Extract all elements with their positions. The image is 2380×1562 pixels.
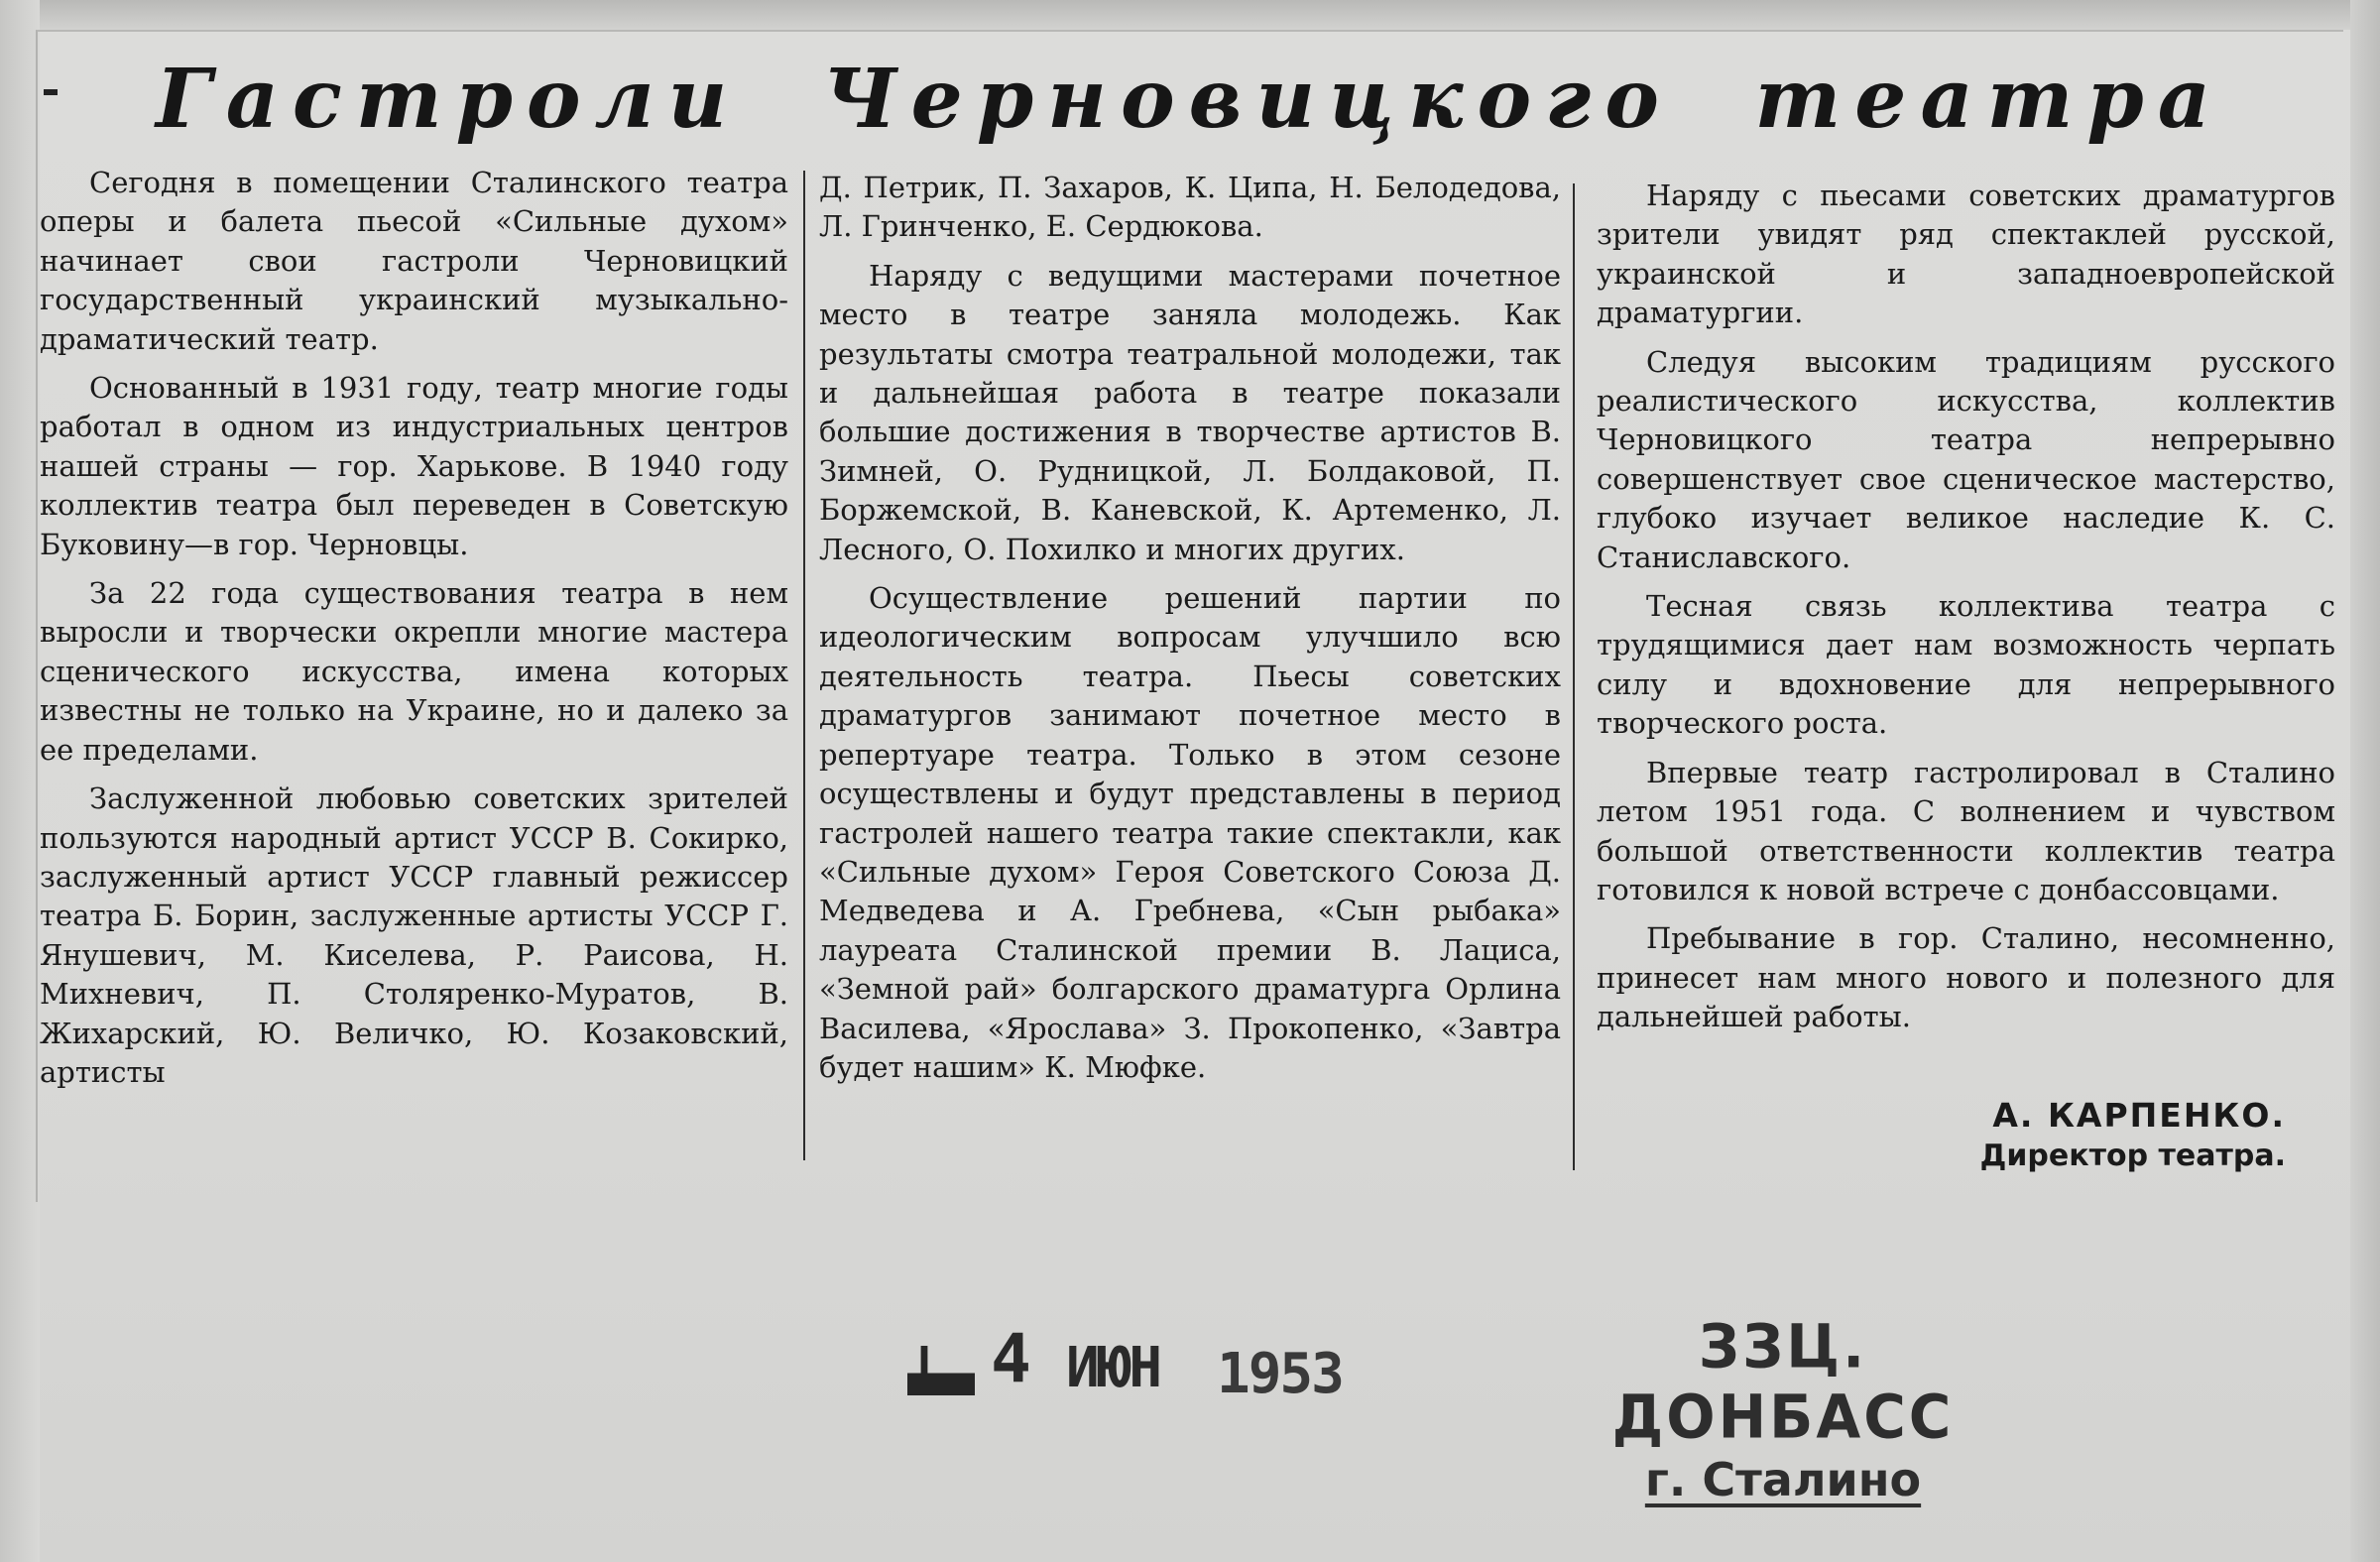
stamp-year: 1953 bbox=[1217, 1342, 1343, 1406]
author-signature bbox=[1980, 1096, 2286, 1173]
column-divider bbox=[1573, 183, 1575, 1170]
paragraph: Наряду с ведущими мастерами почетное место в театре заняла молодежь. Как результаты смотра театральной молодежи, так и дальнейшая работа в театре показали большие достижения в творчестве артистов В. Зимней, О. Рудницкой, Л. Болдаковой, П. Боржемской, В. Каневской, К. Артеменко, Л. Лесного, О. Похилко и многих других. bbox=[819, 258, 1561, 566]
paragraph: Следуя высоким традициям русского реалистического искусства, коллектив Черновицкого театра непрерывно совершенствует свое сценическое мастерство, глубоко изучает великое наследие К. С. Станиславского. bbox=[1597, 344, 2335, 574]
paragraph: Тесная связь коллектива театра с трудящимися дает нам возможность черпать силу и вдохновение для непрерывного творческого роста. bbox=[1597, 589, 2335, 741]
article-column-3 bbox=[1597, 177, 2335, 1047]
paragraph: Основанный в 1931 году, театр многие годы работал в одном из индустриальных центров нашей страны — гор. Харькове. В 1940 году коллектив театра был переведен в Советскую Буковину—в гор. Черновцы. bbox=[40, 371, 788, 561]
column-divider bbox=[803, 171, 805, 1160]
stamp-month: ИЮН bbox=[1066, 1336, 1161, 1400]
scan-left-border bbox=[0, 0, 40, 1562]
paragraph: Наряду с пьесами советских драматургов зрители увидят ряд спектаклей русской, украинской и западноевропейской драматургии. bbox=[1597, 179, 2335, 330]
paragraph: Осуществление решений партии по идеологическим вопросам улучшило всю деятельность театра. Пьесы советских драматургов занимают почетное место в репертуаре театра. Только в этом сезоне осуществлены и будут представлены в период гастролей нашего театра такие спектакли, как «Сильные духом» Героя Советского Союза Д. Медведева и А. Гребнева, «Сын рыбака» лауреата Сталинской премии В. Лациса, «Земной рай» болгарского драматурга Орлина Василева, «Ярослава» З. Прокопенко, «Завтра будет нашим» К. Мюфке. bbox=[819, 581, 1561, 1084]
paragraph: За 22 года существования театра в нем выросли и творчески окрепли многие мастера сценического искусства, имена которых известны не только на Украине, но и далеко за ее пределами. bbox=[40, 576, 788, 767]
date-stamp bbox=[907, 1320, 1344, 1413]
author-name: А. КАРПЕНКО. bbox=[1992, 1096, 2286, 1135]
paragraph: Впервые театр гастролировал в Сталино летом 1951 года. С волнением и чувством большой ответственности коллектив театра готовился к новой встрече с донбассовцами. bbox=[1597, 755, 2335, 906]
paragraph: Заслуженной любовью советских зрителей пользуются народный артист УССР В. Сокирко, заслуженный артист УССР главный режиссер театра Б. Борин, заслуженные артисты УССР Г. Янушевич, М. Киселева, Р. Раисова, Н. Михневич, П. Столяренко-Муратов, В. Жихарский, Ю. Величко, Ю. Козаковский, артисты bbox=[40, 781, 788, 1089]
publication-stamp bbox=[1605, 1310, 1962, 1506]
paragraph: Пребывание в гор. Сталино, несомненно, принесет нам много нового и полезного для дальнейшей работы. bbox=[1597, 921, 2335, 1034]
paragraph: Д. Петрик, П. Захаров, К. Ципа, Н. Белодедова, Л. Гринченко, Е. Сердюкова. bbox=[819, 171, 1561, 244]
stamp-day: 4 bbox=[991, 1320, 1031, 1398]
stamp-publication: ЗЗЦ. ДОНБАСС bbox=[1611, 1310, 1955, 1453]
stamp-mark-icon bbox=[907, 1346, 975, 1395]
scan-top-border bbox=[0, 0, 2380, 30]
paragraph: Сегодня в помещении Сталинского театра оперы и балета пьесой «Сильные духом» начинает свои гастроли Черновицкий государственный украинский музыкально-драматический театр. bbox=[40, 166, 788, 356]
article-column-2 bbox=[819, 169, 1561, 1097]
article-headline: Гастроли Черновицкого театра bbox=[156, 52, 2224, 147]
stamp-city: г. Сталино bbox=[1644, 1453, 1922, 1506]
scan-right-border bbox=[2350, 0, 2380, 1562]
author-title: Директор театра. bbox=[1979, 1139, 2286, 1173]
article-column-1 bbox=[40, 164, 788, 1102]
